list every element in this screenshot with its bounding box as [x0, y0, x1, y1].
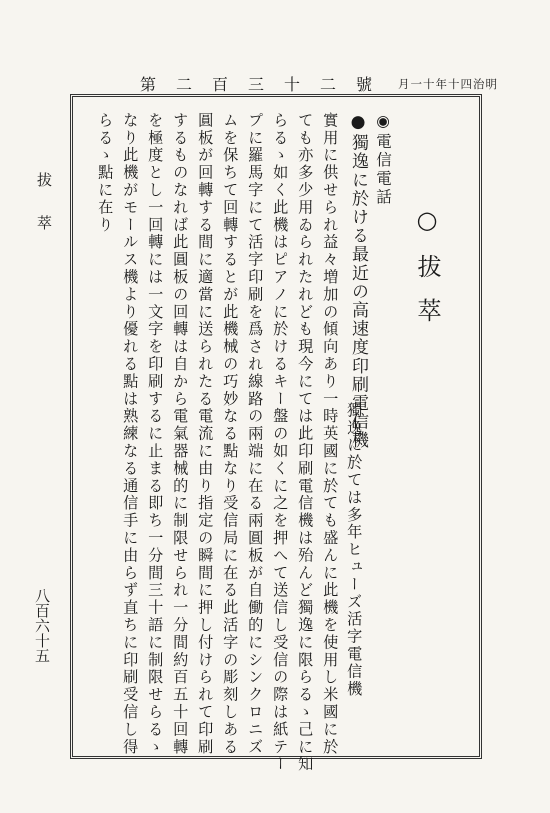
side-section-label: 拔萃 [35, 172, 53, 258]
body-line: らるゝ點に在り [96, 112, 115, 234]
body-line: ムを保ちて回轉するとが此機械の巧妙なる點なり受信局に在る此活字の彫刻しある [221, 112, 240, 756]
publication-date: 明治四十年十一月 [398, 77, 498, 91]
issue-number: 第二百三十二號 [140, 75, 393, 94]
article-category: ◉電信電話 [374, 112, 392, 207]
section-title: ○拔萃 [413, 206, 441, 342]
body-line: 獨逸に於ては多年ヒューズ活字電信機 [345, 402, 364, 698]
body-line: 實用に供せられ益々増加の傾向あり一時英國に於ても盛んに此機を使用し米國に於 [321, 112, 340, 756]
body-line: を極度とし一回轉には一文字を印刷するに止まる即ち一分間三十語に制限せらるゝ [146, 112, 165, 756]
page-number: 八百六十五 [33, 588, 51, 663]
body-line: なり此機がモールス機より優れる點は熟練なる通信手に由らず直ちに印刷受信し得 [121, 112, 140, 756]
article-headline: ●獨逸に於ける最近の高速度印刷電信機 [348, 112, 368, 450]
body-line: ても亦多少用ゐられたれども現今にては此印刷電信機は殆んど獨逸に限らるゝ己に知 [296, 112, 315, 774]
body-line: するものなれば此圓板の回轉は自から電氣器械的に制限せられ一分間約百五十回轉 [171, 112, 190, 756]
body-line: 圓板が回轉する間に適當に送られたる電流に由り指定の瞬間に押し付けられて印刷 [196, 112, 215, 756]
body-line: らるゝ如く此機はピアノに於けるキー盤の如くに之を押へて送信し受信の際は紙テー [271, 112, 290, 774]
body-line: プに羅馬字にて活字印刷を爲され線路の兩端に在る兩圓板が自働的にシンクロニズ [246, 112, 265, 756]
